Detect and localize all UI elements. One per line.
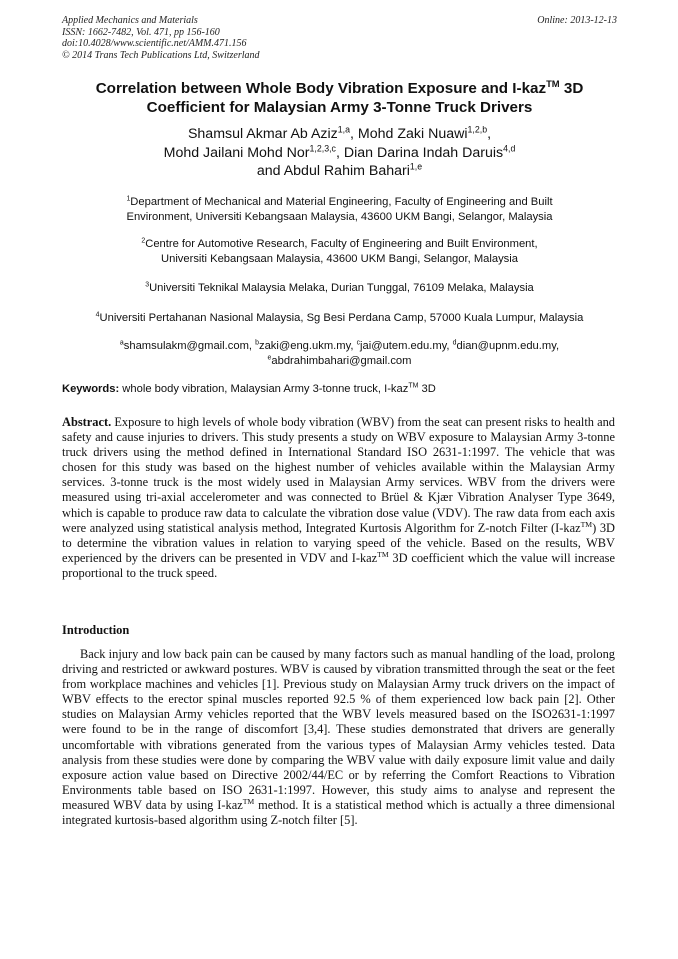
- author-affil-sup: 1,a: [337, 124, 351, 135]
- affil-text: Centre for Automotive Research, Faculty of Engineering and Built Environment,: [145, 238, 538, 250]
- copyright-line: © 2014 Trans Tech Publications Ltd, Switzerland: [62, 49, 260, 61]
- email-address[interactable]: abdrahimbahari@gmail.com: [271, 354, 412, 367]
- title-line-1: [62, 79, 617, 98]
- trademark-sup: TM: [580, 519, 593, 529]
- online-date: Online: 2013-12-13: [537, 15, 617, 26]
- affil-sup: 2: [141, 237, 146, 245]
- author-line-1: [62, 125, 617, 144]
- abstract-label: Abstract.: [62, 415, 112, 429]
- journal-name: Applied Mechanics and Materials: [62, 15, 198, 26]
- abstract-paragraph: [62, 415, 615, 581]
- author-separator: ,: [335, 144, 344, 161]
- paper-title: [62, 79, 617, 117]
- author-name: Dian Darina Indah Daruis: [343, 144, 504, 161]
- author-affil-sup: 1,e: [409, 161, 423, 172]
- keywords-label: Keywords:: [62, 383, 120, 395]
- author-affil-sup: 1,2,3,c: [309, 143, 336, 154]
- affiliation-1-line-2: Environment, Universiti Kebangsaan Malaysia, 43600 UKM Bangi, Selangor, Malaysia: [126, 210, 553, 223]
- introduction-paragraph: [62, 647, 615, 828]
- author-name: Mohd Jailani Mohd Nor: [163, 144, 310, 161]
- issn-line: ISSN: 1662-7482, Vol. 471, pp 156-160: [62, 26, 220, 38]
- affiliation-2: [62, 237, 617, 266]
- trademark-sup: TM: [408, 382, 419, 390]
- affiliation-4: [62, 311, 617, 326]
- title-line-2: Coefficient for Malaysian Army 3-Tonne Truck Drivers: [146, 99, 533, 116]
- affil-text: Universiti Pertahanan Nasional Malaysia, Sg Besi Perdana Camp, 57000 Kuala Lumpur, Malaysia: [99, 312, 584, 324]
- email-line-2: [62, 354, 617, 369]
- email-sup: d: [452, 339, 457, 347]
- introduction-body: [62, 647, 615, 828]
- email-address[interactable]: zaki@eng.ukm.my,: [258, 340, 357, 352]
- abstract: [62, 415, 615, 581]
- affiliation-1: [62, 195, 617, 224]
- affil-sup: 4: [95, 311, 100, 319]
- email-sup: b: [255, 339, 259, 347]
- author-affil-sup: 1,2,b: [467, 124, 488, 135]
- author-line-2: [62, 144, 617, 163]
- affil-sup: 1: [126, 195, 131, 203]
- title-text: Correlation between Whole Body Vibration Exposure and I-kaz: [95, 80, 547, 97]
- journal-header: [62, 15, 617, 61]
- author-line-3: [62, 162, 617, 181]
- affil-text: Universiti Teknikal Malaysia Melaka, Durian Tunggal, 76109 Melaka, Malaysia: [149, 282, 534, 294]
- affil-text: Department of Mechanical and Material Engineering, Faculty of Engineering and Built: [130, 196, 553, 208]
- section-heading-introduction: Introduction: [62, 623, 130, 637]
- email-address[interactable]: dian@upnm.edu.my,: [456, 340, 560, 352]
- affiliation-1-line-1: [62, 195, 617, 210]
- author-list: [62, 125, 617, 181]
- author-separator: ,: [350, 126, 358, 142]
- author-name: Mohd Zaki Nuawi: [357, 126, 468, 142]
- abstract-text: 3D coefficient which the value will increase proportional to the truck speed.: [62, 550, 615, 580]
- abstract-text: Exposure to high levels of whole body vibration (WBV) from the seat can present risks to health and safety and cause injuries to drivers. This study presents a study on WBV exposure to Malaysian Army 3-tonne truck drivers using the method defined in International Standard ISO 2631-1:1997. The vehicle that was chosen for this study was based on the highest number of vehicles available within the Malaysian Army services. 3-tonne truck is the most widely used in Malaysian Army services. WBV from the drivers were measured using tri-axial accelerometer and was connected to Brüel & Kjær Vibration Analyser Type 3649, which is capable to produce raw data to calculate the vibration dose value (VDV). The raw data from each axis were analyzed using statistical analysis method, Integrated Kurtosis Algorithm for Z-notch Filter (I-kaz: [62, 415, 615, 535]
- introduction-text: Back injury and low back pain can be caused by many factors such as manual handling of the load, prolong driving and restricted or awkward postures. WBV is caused by vibration transmitted through the seat or the feet from workplace machines and vehicles [1]. Previous study on Malaysian Army truck drivers on the impact of WBV effects to the erector spinal muscles reported 92.5 % of them experienced low back pain [2]. Other studies on Malaysian Army vehicles reported that the WBV levels measured based on the ISO2631-1:1997 were found to be in the range of discomfort [3,4]. These studies demonstrated that drivers are generally uncomfortable with vibrations generated from the various types of Malaysian Army vehicles tested. Data analysis from these studies were done by comparing the WBV value with daily exposure limit value and daily exposure action value based on Directive 2002/44/EC or by referring the Comfort Reactions to Vibration Environments table based on ISO 2631-1:1997. However, this study aims to analyse and represent the measured WBV data by using I-kaz: [62, 647, 615, 812]
- author-name: and Abdul Rahim Bahari: [256, 163, 410, 179]
- email-address[interactable]: shamsulakm@gmail.com,: [123, 340, 256, 352]
- author-separator: ,: [487, 126, 492, 142]
- keywords: [62, 382, 617, 396]
- author-name: Shamsul Akmar Ab Aziz: [187, 126, 338, 142]
- email-list: [62, 339, 617, 368]
- email-sup: e: [267, 354, 272, 362]
- trademark-sup: TM: [546, 78, 560, 90]
- email-line-1: [62, 339, 617, 354]
- affiliation-3: [62, 281, 617, 296]
- introduction-text: method. It is a statistical method which is actually a three dimensional integrated kurtosis-based algorithm using Z-notch filter [5].: [62, 797, 616, 828]
- affiliation-2-line-1: [62, 237, 617, 252]
- affiliation-2-line-2: Universiti Kebangsaan Malaysia, 43600 UKM Bangi, Selangor, Malaysia: [161, 252, 518, 265]
- affil-sup: 3: [145, 281, 150, 289]
- trademark-sup: TM: [377, 550, 389, 560]
- email-sup: a: [119, 339, 124, 347]
- keywords-suffix: 3D: [418, 383, 436, 395]
- title-suffix: 3D: [559, 80, 584, 97]
- email-address[interactable]: jai@utem.edu.my,: [360, 340, 453, 352]
- keywords-text: whole body vibration, Malaysian Army 3-tonne truck, I-kaz: [119, 383, 409, 395]
- author-affil-sup: 4,d: [503, 143, 516, 154]
- trademark-sup: TM: [242, 797, 255, 807]
- doi-line: doi:10.4028/www.scientific.net/AMM.471.156: [62, 38, 247, 49]
- email-sup: c: [356, 339, 361, 347]
- abstract-text: ) 3D to determine the vibration values in relation to varying speed of the vehicle. Based on the results, WBV experienced by the drivers can be presented in VDV and I-kaz: [62, 520, 615, 565]
